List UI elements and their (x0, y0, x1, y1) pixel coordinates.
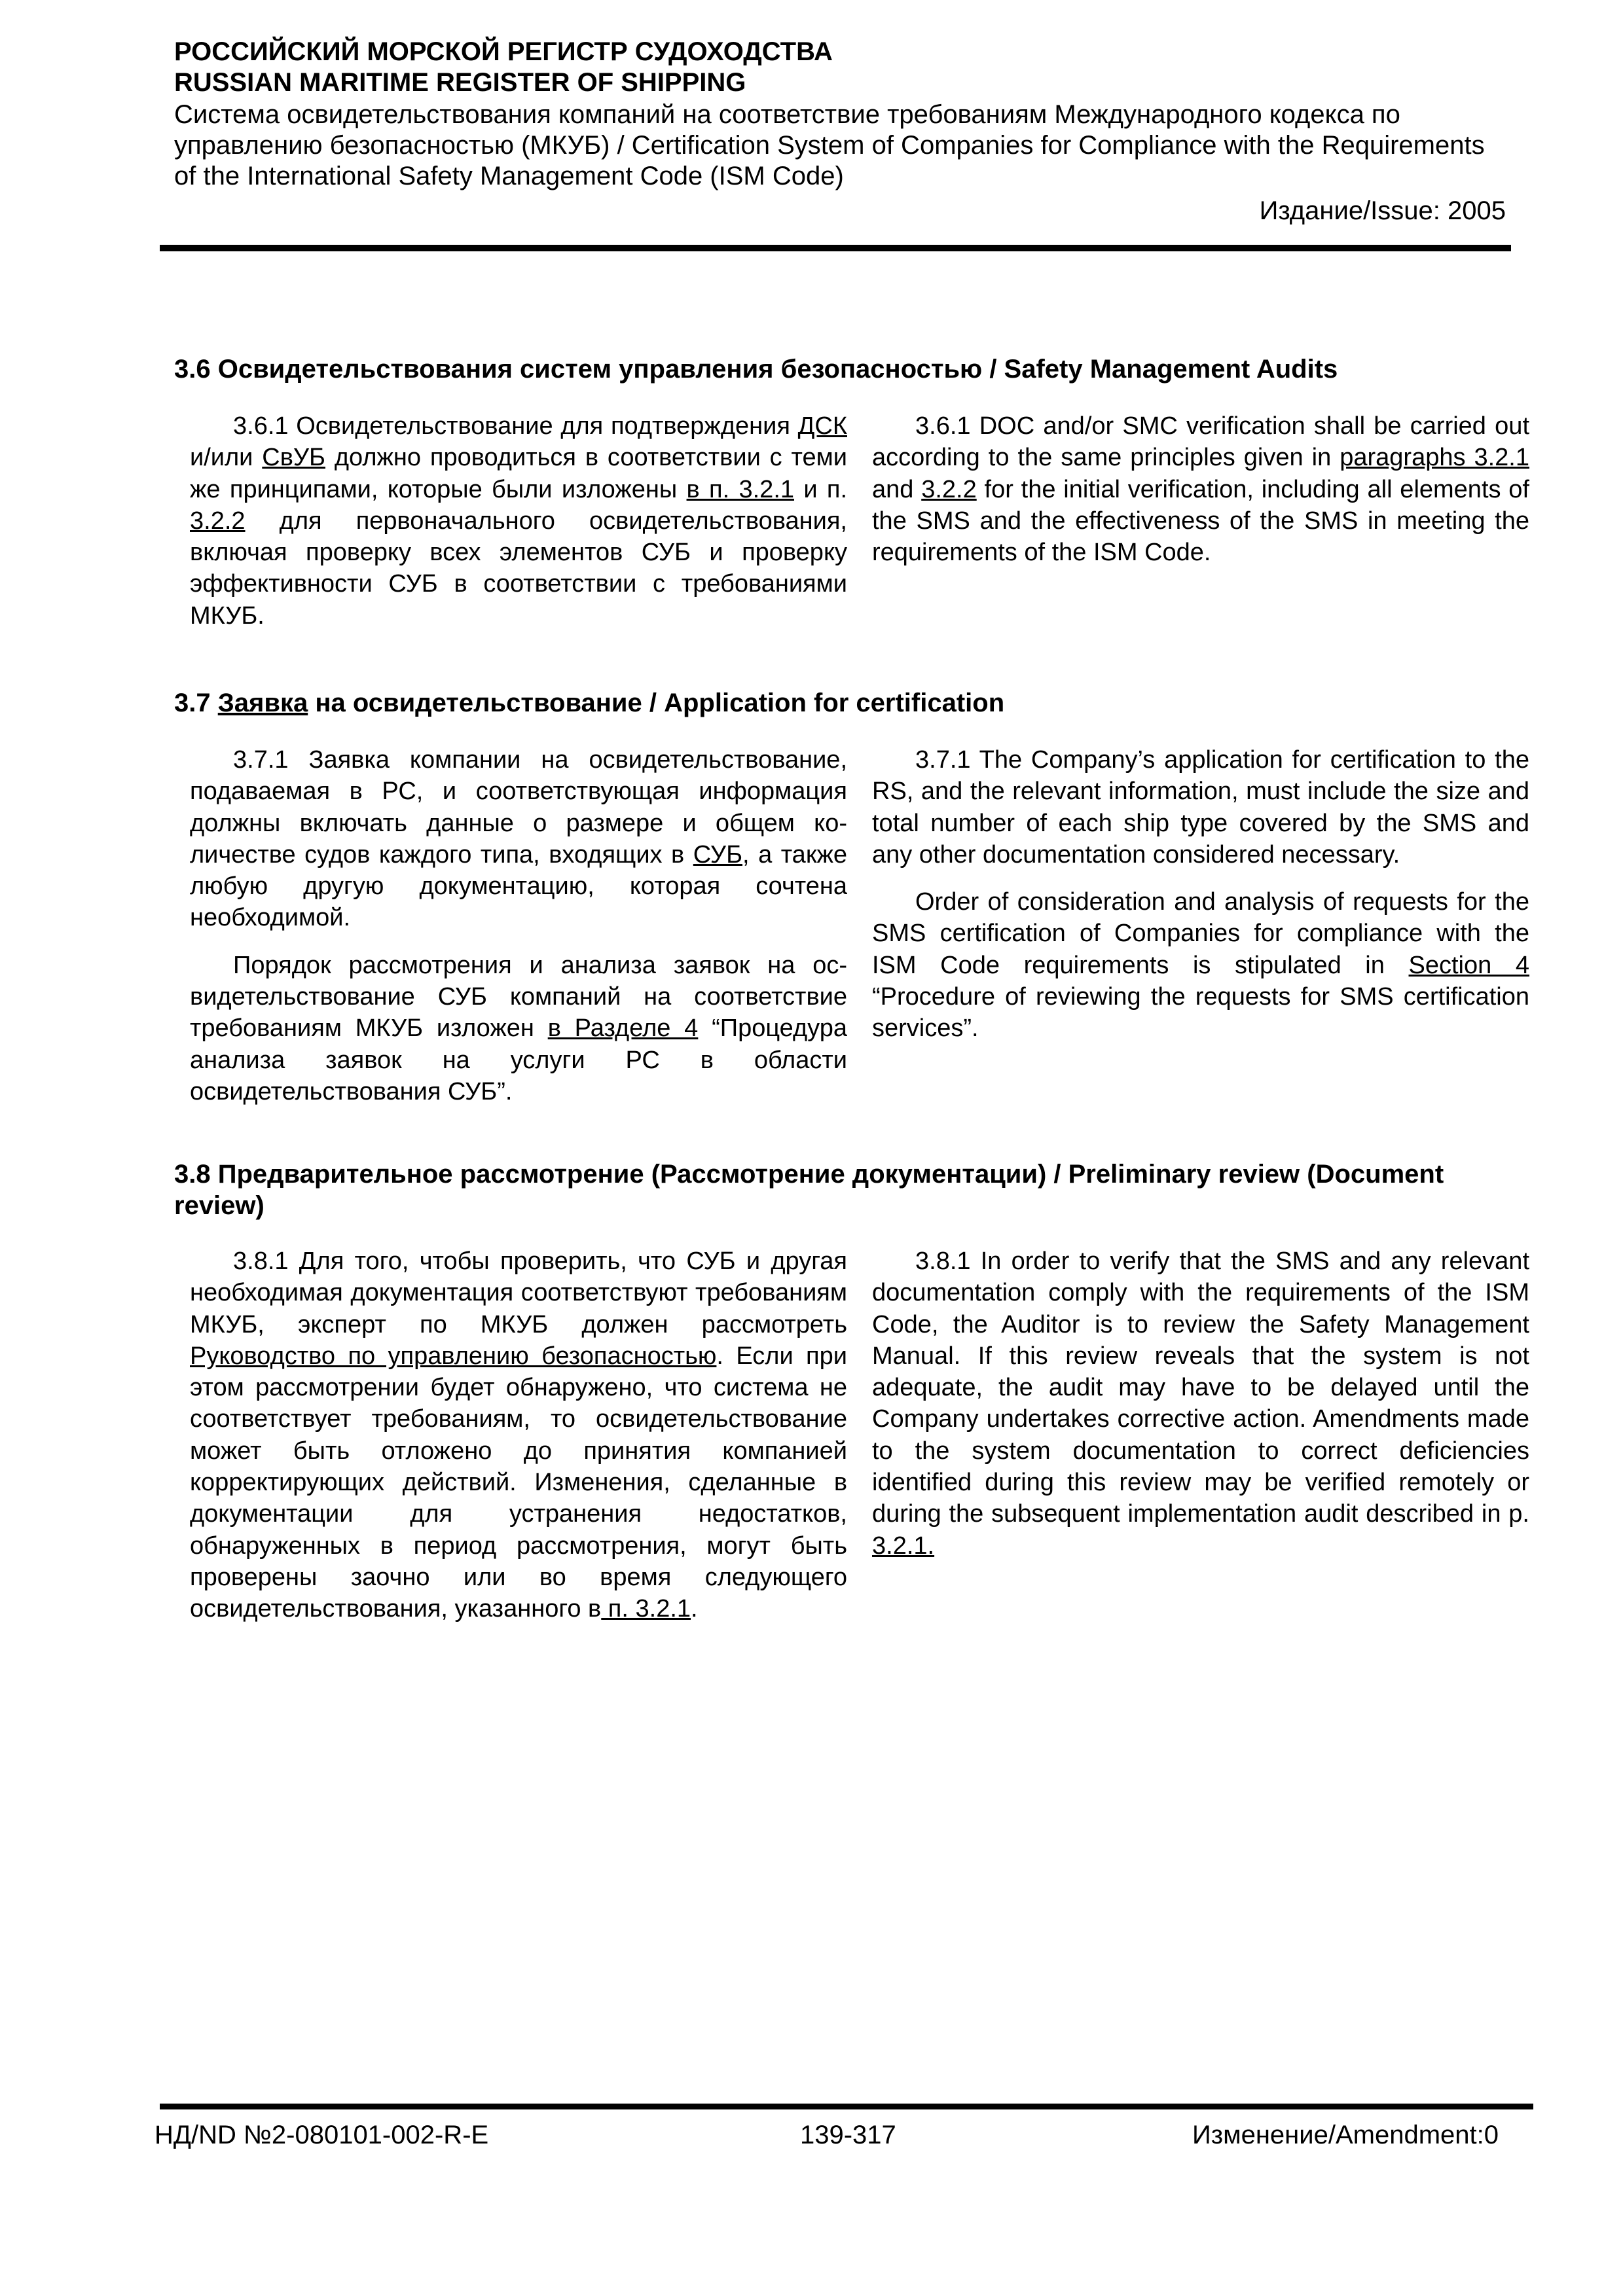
paragraph-3-7-1-ru: 3.7.1 Заявка компании на освидетельствование, подаваемая в РС, и соответствующая информация должны включать данные о размере и общем количестве судов каждого типа, входящих в СУБ, а также любую другую документацию, которая сочтена необходимой. (190, 746, 847, 932)
link-paragraphs-3-2-1[interactable]: paragraphs 3.2.1 (1340, 444, 1529, 472)
paragraph-3-8-1-en: 3.8.1 In order to verify that the SMS and any relevant documentation comply with the requirements of the ISM Code, the Auditor is to review the Safety Management Manual. If this review reveals that the system is not adequate, the audit may have to be delayed until the Company undertakes corrective action. Amendments made to the system documentation to correct deficiencies identified during this review may be verified remotely or during the subsequent implementation audit described in p. 3.2.1. (872, 1247, 1529, 1560)
section-3-8-en-text (872, 1246, 1529, 1562)
link-3-2-1-ru[interactable]: в п. 3.2.1 (686, 475, 795, 503)
org-name-ru: РОССИЙСКИЙ МОРСКОЙ РЕГИСТР СУДОХОДСТВА (174, 37, 833, 66)
paragraph-3-7-1-en: 3.7.1 The Company’s application for certification to the RS, and the relevant information, must include the size and total number of each ship type covered by the SMS and any other documentation considered necessary. (872, 746, 1529, 869)
link-sub[interactable]: СУБ (693, 840, 743, 869)
link-svub[interactable]: СвУБ (262, 444, 325, 472)
link-section-4-en[interactable]: Section 4 (1408, 951, 1529, 979)
footer-amendment: Изменение/Amendment:0 (1192, 2121, 1499, 2149)
section-3-6-en-text (872, 410, 1529, 568)
paragraph-3-6-1-en: 3.6.1 DOC and/or SMC verification shall be carried out according to the same principles given in paragraphs 3.2.1 and 3.2.2 for the initial verification, including all elements of the SMS and the effectiveness of the SMS in meeting the requirements of the ISM Code. (872, 412, 1529, 567)
link-3-2-2-ru[interactable]: 3.2.2 (190, 507, 246, 535)
footer-rule (160, 2104, 1533, 2109)
link-3-2-1-en-b[interactable]: 3.2.1. (872, 1532, 935, 1560)
section-3-7-ru-text (190, 744, 847, 1107)
paragraph-3-6-1-ru: 3.6.1 Освидетельствование для подтверждения ДСК и/или СвУБ должно проводиться в соответствии с теми же принципами, которые были изложены в п. 3.2.1 и п. 3.2.2 для первоначального освидетельствования, включая проверку всех элементов СУБ и проверку эффективности СУБ в соответствии с требованиями МКУБ. (190, 412, 848, 630)
section-3-8-ru-text (190, 1246, 847, 1625)
link-section-4-ru[interactable]: в Разделе 4 (547, 1014, 699, 1043)
section-3-7-en-text (872, 744, 1529, 1045)
paragraph-3-7-order-ru: Порядок рассмотрения и анализа заявок на освидетельствование СУБ компаний на соответствие требованиям МКУБ изложен в Разделе 4 “Процедура анализа заявок на услуги РС в области освидетельствования СУБ”. (190, 951, 847, 1105)
footer-page-number: 139-317 (800, 2121, 896, 2149)
section-3-6-ru-text (190, 410, 847, 632)
section-3-7-title: 3.7 Заявка на освидетельствование / Application for certification (174, 689, 1005, 717)
section-3-6-title: 3.6 Освидетельствования систем управления безопасностью / Safety Management Audits (174, 355, 1338, 384)
link-zayavka[interactable]: Заявка (217, 689, 308, 717)
link-3-2-1-ru-b[interactable]: п. 3.2.1 (601, 1595, 691, 1623)
paragraph-3-7-order-en: Order of consideration and analysis of requests for the SMS certification of Companies for compliance with the ISM Code requirements is stipulated in Section 4 “Procedure of reviewing the requests for SMS certification services”. (872, 888, 1529, 1043)
link-3-2-2-en[interactable]: 3.2.2 (921, 475, 977, 503)
page-header (174, 37, 1506, 226)
footer-doc-number: НД/ND №2-080101-002-R-E (155, 2121, 489, 2149)
org-name-en: RUSSIAN MARITIME REGISTER OF SHIPPING (174, 68, 746, 97)
paragraph-3-8-1-ru: 3.8.1 Для того, чтобы проверить, что СУБ и другая необходимая документация соответствуют требованиям МКУБ, эксперт по МКУБ должен рассмотреть Руководство по управлению безопасностью. Если при этом рассмотрении будет обнаружено, что система не соответствует требованиям, то освидетельствование может быть отложено до принятия компанией корректирующих действий. Изменения, сделанные в документации для устранения недостатков, обнаруженных в период рассмотрения, могут быть проверены заочно или во время следующего освидетельствования, указанного в п. 3.2.1. (190, 1247, 847, 1623)
section-3-8-title: 3.8 Предварительное рассмотрение (Рассмотрение документации) / Preliminary review (Document review) (174, 1160, 1444, 1220)
link-safety-manual-ru[interactable]: Руководство по управлению безопасностью (190, 1342, 717, 1370)
issue-label: Издание/Issue: 2005 (1259, 196, 1506, 225)
link-dsk[interactable]: ДСК (797, 412, 847, 440)
header-rule (160, 245, 1511, 251)
system-title: Система освидетельствования компаний на соответствие требованиям Международного кодекса по управлению безопасностью (МКУБ) / Certification System of Companies for Compliance with the Requirements of the International Safety Management Code (ISM Code) (174, 100, 1485, 190)
